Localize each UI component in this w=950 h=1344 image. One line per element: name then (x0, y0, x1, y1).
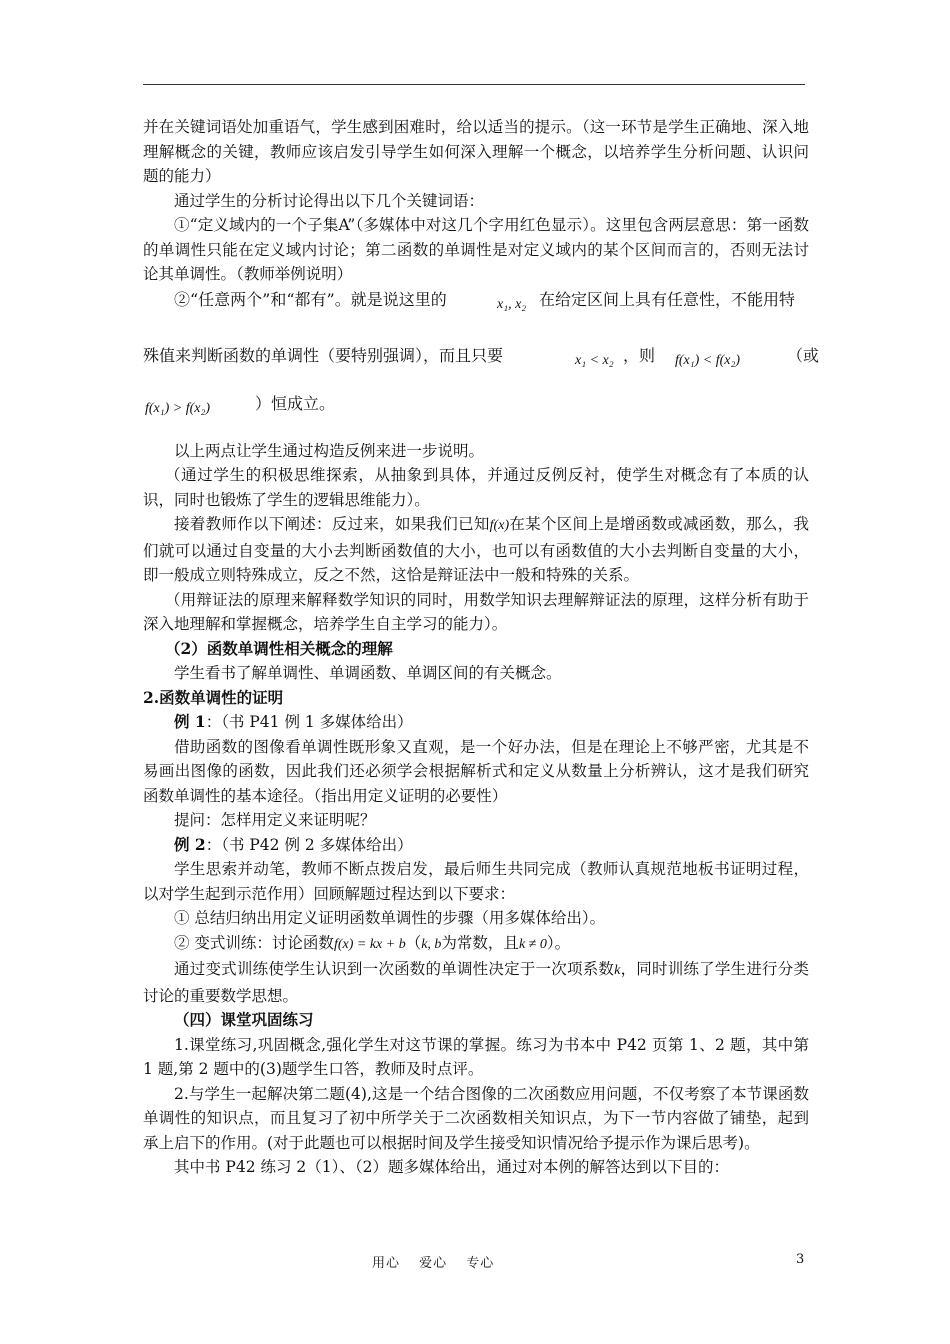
math-formula: f(x) = kx + b (333, 936, 406, 952)
paragraph (143, 931, 809, 958)
math-formula: f(x₁) < f(x₂) (675, 352, 741, 368)
paragraph: （通过学生的积极思维探索，从抽象到具体，并通过反例反衬，使学生对概念有了本质的认识，同时也锻炼了学生的逻辑思维能力）。 (143, 466, 809, 509)
paragraph-text: ）恒成立。 (255, 393, 336, 413)
paragraph: 通过学生的分析讨论得出以下几个关键词语： (174, 191, 485, 210)
paragraph: 2.与学生一起解决第二题(4),这是一个结合图像的二次函数应用问题，不仅考察了本节课函数单调性的知识点，而且复习了初中所学关于二次函数相关知识点，为下一节内容做了铺垫，起到承上启下的作用。(对于此题也可以根据时间及学生接受知识情况给予提示作为课后思考)。 (143, 1084, 809, 1152)
paragraph-text: 通过变式训练使学生认识到一次函数的单调性决定于一次项系数 (174, 960, 615, 978)
paragraph-text: 接着教师作以下阐述：反过来，如果我们已知 (174, 515, 490, 533)
paragraph: 其中书 P42 练习 2（1）、（2）题多媒体给出，通过对本例的解答达到以下目的： (174, 1158, 730, 1176)
paragraph (143, 512, 809, 588)
paragraph: 学生看书了解单调性、单调函数、单调区间的有关概念。 (174, 664, 562, 682)
paragraph-text: 在给定区间上具有任意性，不能用特 (539, 289, 796, 309)
document-body (143, 115, 820, 1180)
paragraph-text: （ (405, 933, 422, 952)
example-line (143, 833, 809, 858)
math-formula: k ≠ 0 (518, 936, 547, 952)
paragraph-text: ②“任意两个”和“都有”。就是说这里的 (174, 289, 447, 309)
paragraph: ① 总结归纳出用定义证明函数单调性的步骤（用多媒体给出）。 (174, 909, 606, 927)
paragraph: ①“定义域内的一个子集A”（多媒体中对这几个字用红色显示）。这里包含两层意思：第一函数的单调性只能在定义域内讨论；第二函数的单调性是对定义域内的某个区间而言的，否则无法讨论其单调性。（教师举例说明） (143, 216, 809, 283)
subsection-heading: （2）函数单调性相关概念的理解 (165, 638, 393, 658)
paragraph: 1.课堂练习,巩固概念,强化学生对这节课的掌握。练习为书本中 P42 页第 1、2 题，其中第 1 题,第 2 题中的(3)题学生口答，教师及时点评。 (143, 1035, 809, 1078)
paragraph: 以上两点让学生通过构造反例来进一步说明。 (174, 441, 485, 460)
math-line (143, 391, 809, 439)
math-formula: f(x₁) > f(x₂) (145, 400, 211, 416)
page-number: 3 (796, 1252, 805, 1267)
paragraph: 提问：怎样用定义来证明呢？ (174, 811, 376, 829)
paragraph: 借助函数的图像看单调性既形象又直观，是一个好办法，但是在理论上不够严密，尤其是不易画出图像的函数，因此我们还必须学会根据解析式和定义从数量上分析辨认，这才是我们研究函数单调性的基本途径。（指出用定义证明的必要性） (143, 737, 809, 805)
paragraph: 并在关键词语处加重语气，学生感到困难时，给以适当的提示。（这一环节是学生正确地、深入地理解概念的关键，教师应该启发引导学生如何深入理解一个概念，以培养学生分析问题、认识问题的能力） (143, 118, 809, 185)
math-line (143, 337, 820, 391)
paragraph-text: ：（书 P41 例 1 多媒体给出） (205, 713, 413, 731)
paragraph: 学生思索并动笔，教师不断点拨启发，最后师生共同完成（教师认真规范地板书证明过程，以对学生起到示范作用）回顾解题过程达到以下要求： (143, 860, 809, 903)
math-formula: k, b (421, 936, 442, 952)
paragraph-text: ② 变式训练：讨论函数 (174, 933, 334, 952)
paragraph-text: 为常数，且 (441, 933, 519, 952)
footer-motto: 用心 爱心 专心 (372, 1256, 495, 1271)
section-heading: 2.函数单调性的证明 (143, 687, 284, 707)
header-rule (143, 84, 805, 85)
math-line (143, 287, 809, 337)
paragraph-text: 殊值来判断函数的单调性（要特别强调），而且只要 (143, 345, 504, 365)
section-heading: （四）课堂巩固练习 (174, 1010, 314, 1029)
paragraph-text: ，则 (623, 345, 656, 365)
paragraph-text: ：（书 P42 例 2 多媒体给出） (205, 835, 413, 854)
paragraph (143, 957, 809, 1008)
math-formula: x₁ < x₂ (575, 352, 614, 368)
paragraph: （用辩证法的原理来解释数学知识的同时，用数学知识去理解辩证法的原理，这样分析有助于深入地理解和掌握概念，培养学生自主学习的能力）。 (143, 590, 809, 633)
math-formula: f(x) (489, 518, 510, 533)
example-label: 例 1 (174, 712, 206, 731)
paragraph-text: ，同时训练了学生进行分类讨论的重要数学思想。 (143, 960, 809, 1005)
example-label: 例 2 (174, 834, 206, 854)
paragraph-text: （或 (787, 345, 820, 365)
paragraph-text: ）。 (546, 933, 571, 952)
example-line (143, 710, 809, 735)
paragraph-text: 在某个区间上是增函数或减函数，那么，我们就可以通过自变量的大小去判断函数值的大小，也可以有函数值的大小去判断自变量的大小，即一般成立则特殊成立，反之不然，这恰是辩证法中一般和特殊的关系。 (143, 515, 809, 584)
math-formula: x₁, x₂ (497, 296, 527, 312)
math-formula: k (614, 963, 621, 978)
